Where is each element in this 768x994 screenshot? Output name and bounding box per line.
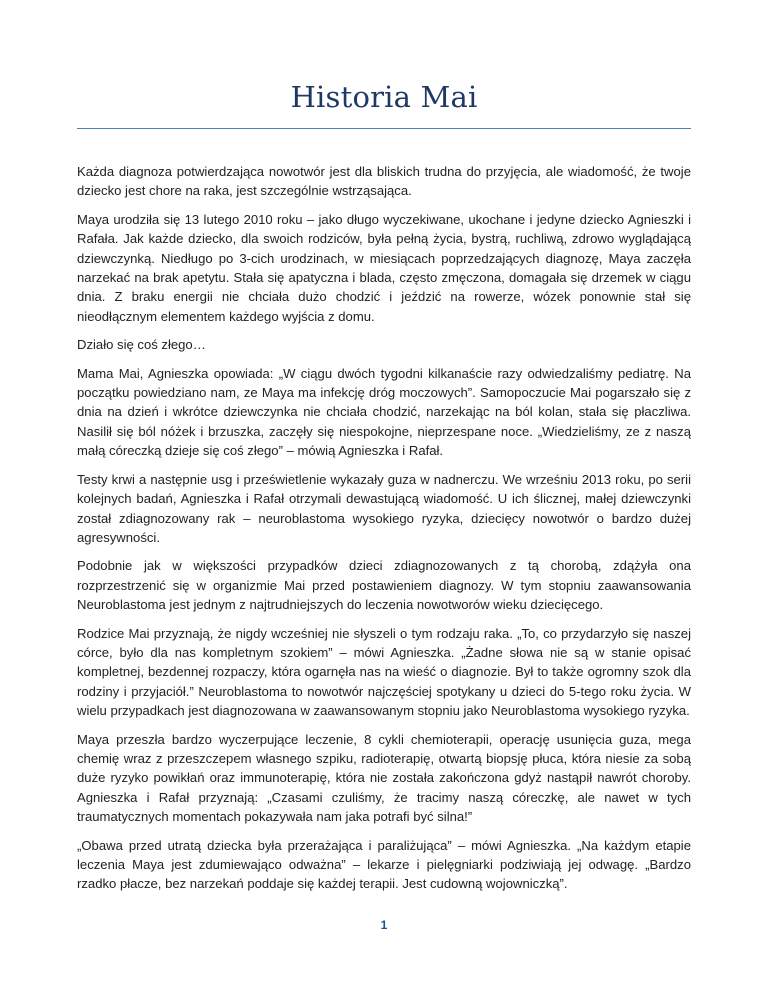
title-underline xyxy=(77,128,691,129)
paragraph: Maya przeszła bardzo wyczerpujące leczenie, 8 cykli chemioterapii, operację usunięcia guza, mega chemię wraz z przeszczepem własnego szpiku, radioterapię, otwartą biopsję płuca, która niesie za sobą duże ryzyko powikłań oraz immunoterapię, która nie została zakończona gdyż nastąpił nawrót choroby. Agnieszka i Rafał przyznają: „Czasami czuliśmy, że tracimy naszą córeczkę, ale nawet w tych traumatycznych momentach pokazywała nam jaka potrafi być silna!” xyxy=(77,731,691,825)
paragraph: Mama Mai, Agnieszka opowiada: „W ciągu dwóch tygodni kilkanaście razy odwiedzaliśmy pediatrę. Na początku powiedziano nam, ze Maya ma infekcję dróg moczowych”. Samopoczucie Mai pogarszało się z dnia na dzień i wkrótce dziewczynka nie chciała chodzić, narzekając na ból kolan, stała się płaczliwa. Nasilił się ból nóżek i brzuszka, zaczęły się niespokojne, nieprzespane noce. „Wiedzieliśmy, ze z naszą małą córeczką dzieje się coś złego” – mówią Agnieszka i Rafał. xyxy=(77,365,691,459)
document-body xyxy=(77,162,691,903)
paragraph: Każda diagnoza potwierdzająca nowotwór jest dla bliskich trudna do przyjęcia, ale wiadomość, że twoje dziecko jest chore na raka, jest szczególnie wstrząsająca. xyxy=(77,164,691,199)
paragraph: Testy krwi a następnie usg i prześwietlenie wykazały guza w nadnerczu. We wrześniu 2013 roku, po serii kolejnych badań, Agnieszka i Rafał otrzymali dewastującą wiadomość. U ich ślicznej, małej dziewczynki został zdiagnozowany rak – neuroblastoma wysokiego ryzyka, dziecięcy nowotwór o bardzo dużej agresywności. xyxy=(77,471,691,545)
paragraph: Działo się coś złego… xyxy=(77,337,206,353)
paragraph: „Obawa przed utratą dziecka była przerażająca i paraliżująca” – mówi Agnieszka. „Na każdym etapie leczenia Maya jest zdumiewająco odważna” – lekarze i pielęgniarki podziwiają jej odwagę. „Bardzo rzadko płacze, bez narzekań poddaje się każdej terapii. Jest cudowną wojowniczką”. xyxy=(77,837,691,892)
page-number: 1 xyxy=(380,918,388,932)
document-title: Historia Mai xyxy=(290,80,478,114)
paragraph: Maya urodziła się 13 lutego 2010 roku – jako długo wyczekiwane, ukochane i jedyne dziecko Agnieszki i Rafała. Jak każde dziecko, dla swoich rodziców, była pełną życia, bystrą, ruchliwą, zdrowo wyglądającą dziewczynką. Niedługo po 3-cich urodzinach, w miesiącach poprzedzających diagnozę, Maya zaczęła narzekać na brak apetytu. Stała się apatyczna i blada, często zmęczona, domagała się drzemek w ciągu dnia. Z braku energii nie chciała dużo chodzić i jeździć na rowerze, wózek ponownie stał się nieodłącznym elementem każdego wyjścia z domu. xyxy=(77,211,691,324)
paragraph: Podobnie jak w większości przypadków dzieci zdiagnozowanych z tą chorobą, zdążyła ona rozprzestrzenić się w organizmie Mai przed postawieniem diagnozy. W tym stopniu zaawansowania Neuroblastoma jest jednym z najtrudniejszych do leczenia nowotworów wieku dziecięcego. xyxy=(77,558,691,613)
paragraph: Rodzice Mai przyznają, że nigdy wcześniej nie słyszeli o tym rodzaju raka. „To, co przydarzyło się naszej córce, było dla nas kompletnym szokiem” – mówi Agnieszka. „Żadne słowa nie są w stanie opisać kompletnej, bezdennej rozpaczy, która ogarnęła nas na wieść o diagnozie. Był to także ogromny szok dla rodziny i przyjaciół.” Neuroblastoma to nowotwór najczęściej spotykany u dzieci do 5-tego roku życia. W wielu przypadkach jest diagnozowana w zaawansowanym stopniu jako Neuroblastoma wysokiego ryzyka. xyxy=(77,625,691,719)
